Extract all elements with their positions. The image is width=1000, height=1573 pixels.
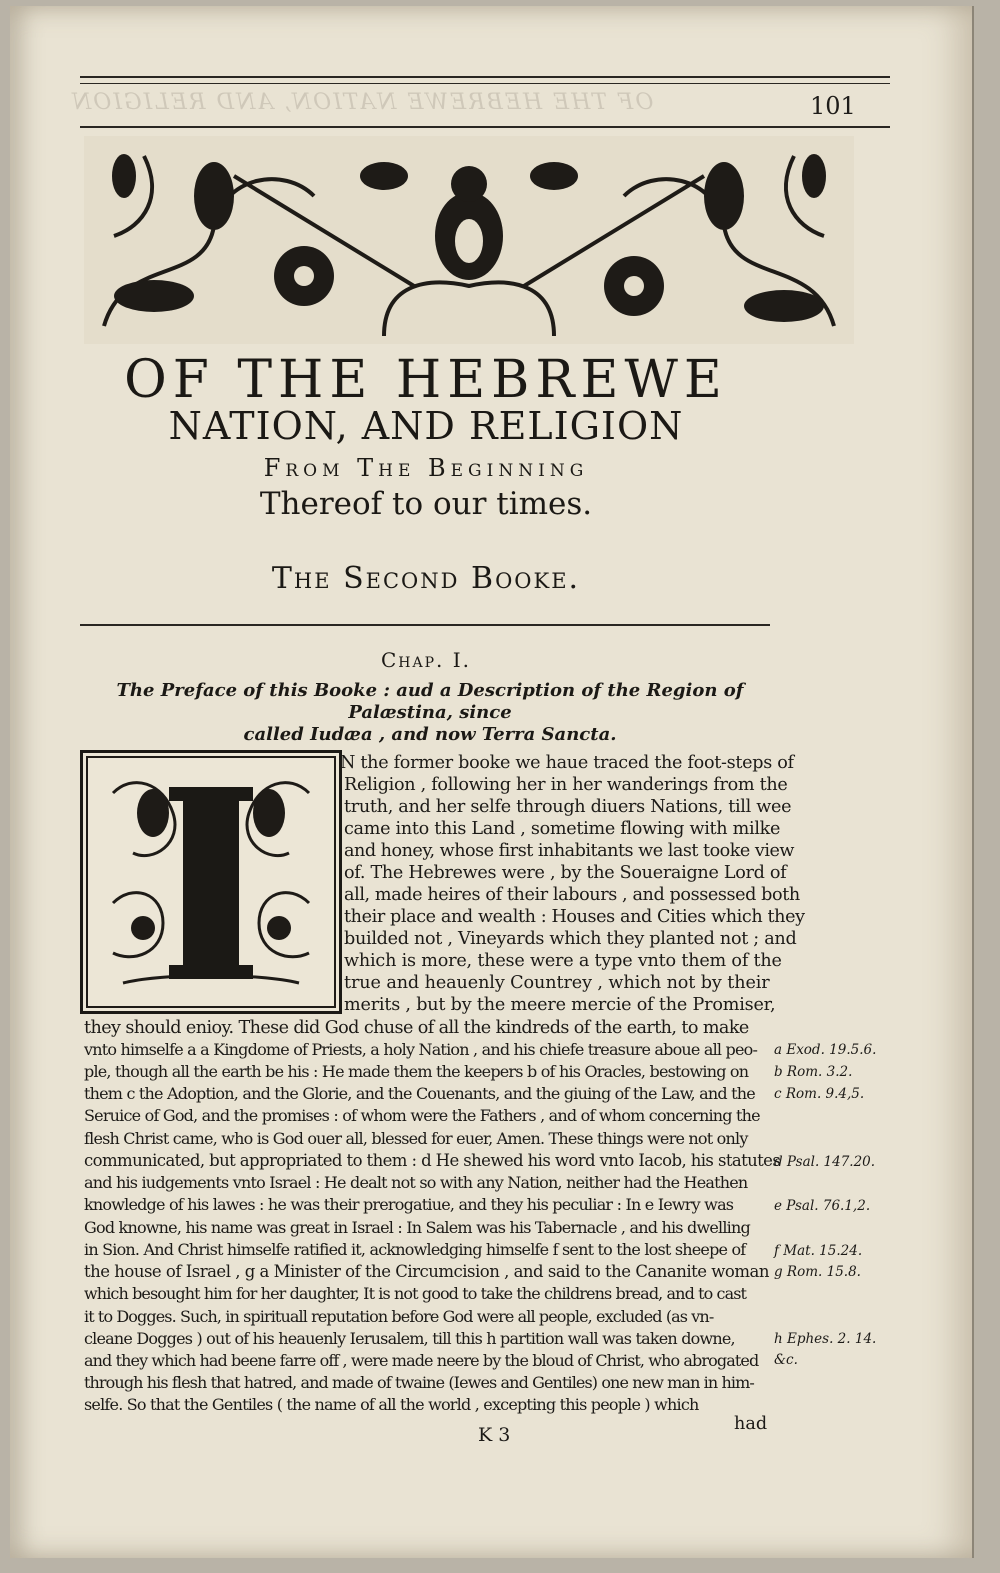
body-line: builded not , Vineyards which they planted not ; and <box>344 929 797 949</box>
body-line: came into this Land , sometime flowing with milke <box>344 819 781 839</box>
title-line-1: OF THE HEBREWE <box>124 350 728 410</box>
book-heading: The Second Booke. <box>271 561 581 596</box>
body-line: they should enioy. These did God chuse of all the kindreds of the earth, to make <box>84 1018 749 1038</box>
body-line: which is more, these were a type vnto them of the <box>344 951 782 971</box>
body-line: of. The Hebrewes were , by the Soueraigne Lord of <box>344 863 787 883</box>
body-line: true and heauenly Countrey , which not by their <box>344 973 770 993</box>
body-line: their place and wealth : Houses and Cities which they <box>344 907 805 927</box>
body-line: flesh Christ came, who is God ouer all, blessed for euer, Amen. These things were not only <box>84 1129 748 1148</box>
body-line: Seruice of God, and the promises : of whom were the Fathers , and of whom concerning the <box>84 1106 760 1125</box>
margin-note: f Mat. 15.24. <box>774 1243 863 1259</box>
chapter-heading: Chap. I. <box>380 648 471 672</box>
body-line: God knowne, his name was great in Israel : In Salem was his Tabernacle , and his dwelling <box>84 1218 750 1237</box>
body-line: and his iudgements vnto Israel : He dealt not so with any Nation, neither had the Heathen <box>84 1173 748 1192</box>
book-page <box>10 6 974 1558</box>
catchword: had <box>734 1414 768 1434</box>
body-line: the house of Israel , g a Minister of the Circumcision , and said to the Cananite woman <box>84 1262 769 1281</box>
body-line: and honey, whose first inhabitants we last tooke view <box>344 841 794 861</box>
body-line: in Sion. And Christ himselfe ratified it, acknowledging himselfe f sent to the lost sheepe of <box>84 1240 746 1259</box>
title-line-4: Thereof to our times. <box>259 486 593 522</box>
body-line: it to Dogges. Such, in spirituall reputation before God were all people, excluded (as vn- <box>84 1307 714 1326</box>
body-line: ple, though all the earth be his : He made them the keepers b of his Oracles, bestowing on <box>84 1062 749 1081</box>
margin-note: h Ephes. 2. 14. <box>774 1331 877 1347</box>
initial-letter: I <box>210 923 212 924</box>
body-line: and they which had beene farre off , were made neere by the bloud of Christ, who abrogated <box>84 1351 759 1370</box>
margin-note: &c. <box>774 1352 798 1368</box>
body-line: all, made heires of their labours , and possessed both <box>344 885 800 905</box>
body-line: through his flesh that hatred, and made of twaine (Iewes and Gentiles) one new man in him- <box>84 1373 754 1392</box>
body-line: vnto himselfe a a Kingdome of Priests, a holy Nation , and his chiefe treasure aboue all peo- <box>84 1040 758 1059</box>
bleed-through-text: OF THE HEBREWE NATION, AND RELIGION <box>70 90 654 115</box>
chapter-subtitle-line-1: The Preface of this Booke : aud a Description of the Region of Palæstina, since <box>116 680 744 723</box>
body-line: communicated, but appropriated to them : d He shewed his word vnto Iacob, his statutes <box>84 1151 781 1170</box>
body-text <box>10 6 972 1558</box>
body-line: cleane Dogges ) out of his heauenly Ierusalem, till this h partition wall was taken downe, <box>84 1329 735 1348</box>
body-line: knowledge of his lawes : he was their prerogatiue, and they his peculiar : In e Iewry was <box>84 1195 734 1214</box>
title-line-2: NATION, AND RELIGION <box>168 404 684 448</box>
body-line: selfe. So that the Gentiles ( the name of all the world , excepting this people ) which <box>84 1395 699 1414</box>
body-line: which besought him for her daughter, It is not good to take the childrens bread, and to cast <box>84 1284 747 1303</box>
body-line: truth, and her selfe through diuers Nations, till wee <box>344 797 792 817</box>
body-line: N the former booke we haue traced the foot-steps of <box>340 753 794 773</box>
body-line: Religion , following her in her wanderings from the <box>344 775 788 795</box>
page-number: 101 <box>810 92 856 120</box>
margin-note: a Exod. 19.5.6. <box>774 1042 877 1058</box>
margin-note: c Rom. 9.4,5. <box>774 1086 865 1102</box>
body-line: merits , but by the meere mercie of the Promiser, <box>344 995 776 1015</box>
margin-note: g Rom. 15.8. <box>774 1264 861 1280</box>
margin-note: b Rom. 3.2. <box>774 1064 853 1080</box>
title-line-3: From The Beginning <box>263 454 589 482</box>
signature-mark: K 3 <box>478 1424 511 1446</box>
chapter-subtitle-line-2: called Iudæa , and now Terra Sancta. <box>243 724 617 745</box>
margin-note: e Psal. 76.1,2. <box>774 1198 871 1214</box>
margin-note: d Psal. 147.20. <box>774 1154 876 1170</box>
body-line: them c the Adoption, and the Glorie, and the Couenants, and the giuing of the Law, and the <box>84 1084 755 1103</box>
